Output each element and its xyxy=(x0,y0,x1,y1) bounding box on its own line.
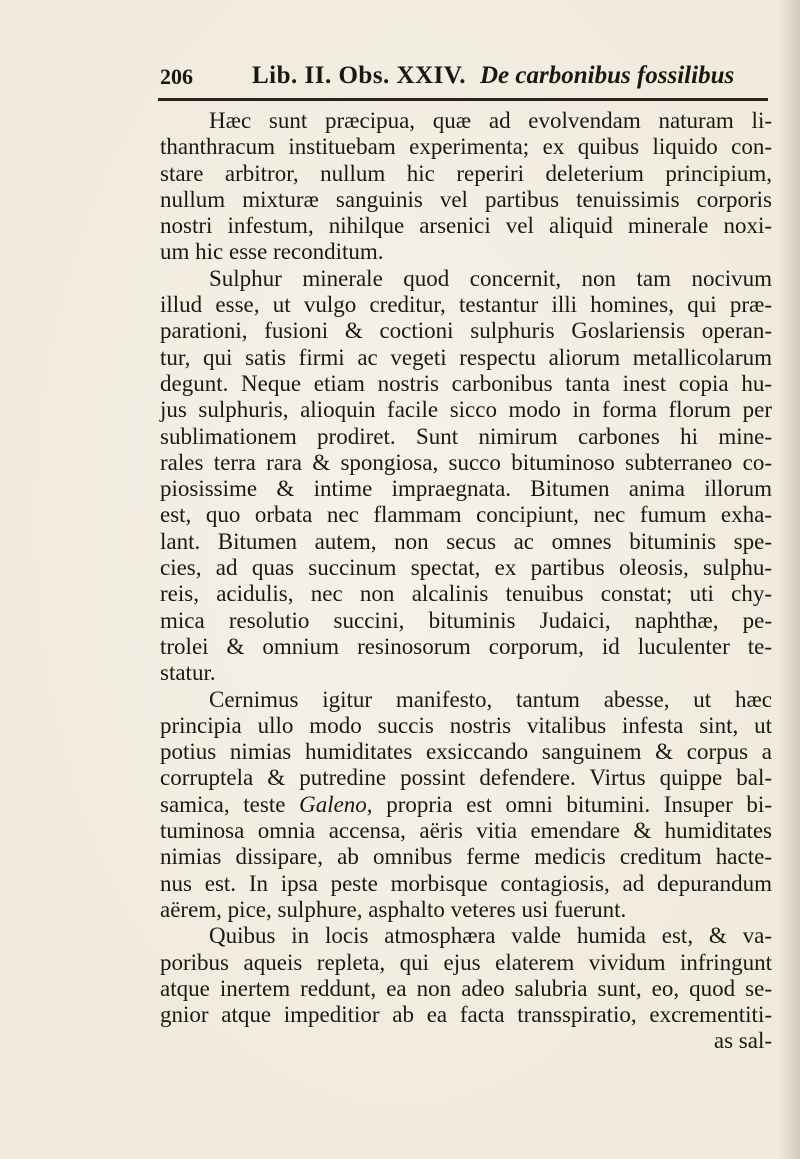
text-line: um hic esse reconditum. xyxy=(160,239,384,265)
book-observation-label: Lib. II. Obs. XXIV. xyxy=(252,62,466,89)
text-line: atque inertem reddunt, ea non adeo salubria sunt, eo, quod se- xyxy=(160,975,772,1001)
text-line: Cernimus igitur manifesto, tantum abesse, ut hæc xyxy=(209,686,772,712)
text-line: illud esse, ut vulgo creditur, testantur illi homines, qui præ- xyxy=(160,292,772,318)
body-text xyxy=(160,108,772,1055)
text-line: Sulphur minerale quod concernit, non tam nocivum xyxy=(209,265,772,291)
header-rule xyxy=(158,98,768,101)
text-line: nostri infestum, nihilque arsenici vel aliquid minerale noxi- xyxy=(160,213,772,239)
text-line: gnior atque impeditior ab ea facta transspiratio, excrementiti- xyxy=(160,1002,772,1028)
text-line: nimias dissipare, ab omnibus ferme medicis creditum hacte- xyxy=(160,844,772,870)
text-line: sublimationem prodiret. Sunt nimirum carbones hi mine- xyxy=(160,423,772,449)
text-line: nullum mixturæ sanguinis vel partibus tenuissimis corporis xyxy=(160,186,772,212)
text-line: nus est. In ipsa peste morbisque contagiosis, ad depurandum xyxy=(160,870,772,896)
text-line: lant. Bitumen autem, non secus ac omnes bituminis spe- xyxy=(160,528,772,554)
catchword: as sal- xyxy=(713,1028,772,1054)
text-line: reis, acidulis, nec non alcalinis tenuibus constat; uti chy- xyxy=(160,581,772,607)
italic-name: Galeno xyxy=(299,791,367,817)
text-line: piosissime & intime impraegnata. Bitumen anima illorum xyxy=(160,476,772,502)
text-line: degunt. Neque etiam nostris carbonibus tanta inest copia hu- xyxy=(160,370,772,396)
page-edge-shadow xyxy=(778,0,800,1159)
text-line: aërem, pice, sulphure, asphalto veteres usi fuerunt. xyxy=(160,896,627,922)
text-line: Quibus in locis atmosphæra valde humida est, & va- xyxy=(209,923,772,949)
text-line: cies, ad quas succinum spectat, ex partibus oleosis, sulphu- xyxy=(160,555,772,581)
text-line: tuminosa omnia accensa, aëris vitia emendare & humiditates xyxy=(160,818,772,844)
text-line: jus sulphuris, alioquin facile sicco modo in forma florum per xyxy=(160,397,772,423)
text-line: poribus aqueis repleta, qui ejus elaterem vividum infringunt xyxy=(160,949,772,975)
text-line: stare arbitror, nullum hic reperiri deleterium principium, xyxy=(160,160,772,186)
text-line: Hæc sunt præcipua, quæ ad evolvendam naturam li- xyxy=(209,108,772,133)
text-line: parationi, fusioni & coctioni sulphuris Goslariensis operan- xyxy=(160,318,772,344)
text-line: principia ullo modo succis nostris vitalibus infesta sint, ut xyxy=(160,712,772,738)
text-line: tur, qui satis firmi ac vegeti respectu aliorum metallicolarum xyxy=(160,344,772,370)
running-title: De carbonibus fossilibus xyxy=(480,62,735,89)
page-number: 206 xyxy=(160,64,193,89)
running-header xyxy=(160,62,770,96)
text-line: corruptela & putredine possint defendere. Virtus quippe bal- xyxy=(160,765,772,791)
text-line: est, quo orbata nec flammam concipiunt, nec fumum exha- xyxy=(160,502,772,528)
text-line: trolei & omnium resinosorum corporum, id luculenter te- xyxy=(160,633,772,659)
text-line: statur. xyxy=(160,660,216,686)
text-line: potius nimias humiditates exsiccando sanguinem & corpus a xyxy=(160,739,772,765)
text-line: rales terra rara & spongiosa, succo bituminoso subterraneo co- xyxy=(160,449,772,475)
text-line: samica, teste Galeno, propria est omni bitumini. Insuper bi- xyxy=(160,791,772,817)
text-line: thanthracum instituebam experimenta; ex quibus liquido con- xyxy=(160,134,772,160)
text-line: mica resolutio succini, bituminis Judaici, naphthæ, pe- xyxy=(160,607,772,633)
